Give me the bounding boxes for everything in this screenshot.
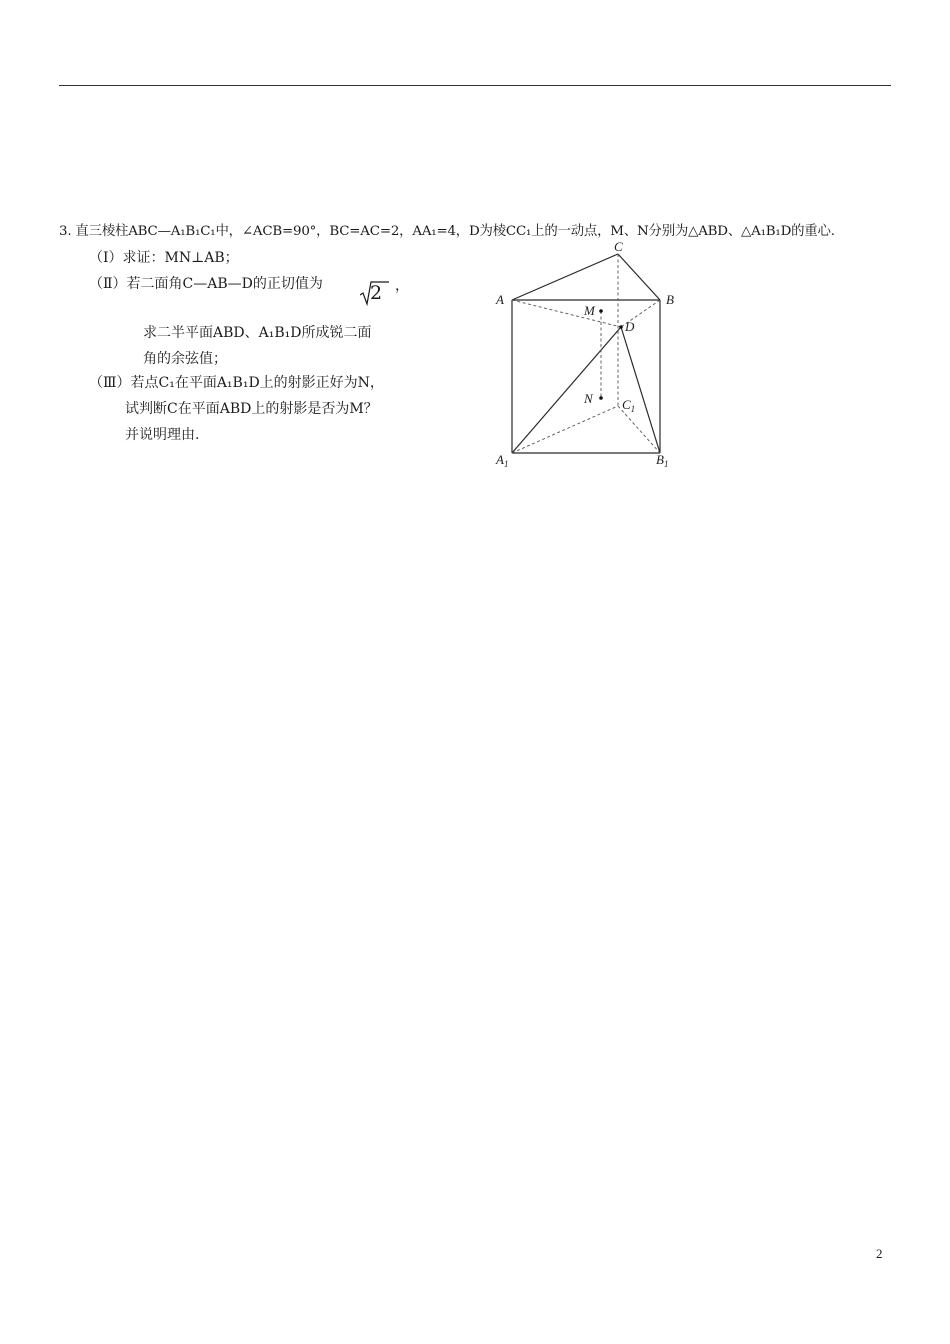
edge-c-b xyxy=(618,254,660,300)
problem-part-2-line-3: 角的余弦值； xyxy=(143,351,227,367)
label-a1-sub: 1 xyxy=(503,459,509,469)
edge-a1-c1 xyxy=(512,406,618,453)
label-b1 xyxy=(656,452,668,469)
page-number: 2 xyxy=(876,1246,883,1261)
sqrt-expression xyxy=(360,280,390,306)
problem-part-3-line-1: （Ⅲ）若点C₁在平面A₁B₁D上的射影正好为N， xyxy=(89,375,384,391)
problem-part-2-line-1: （Ⅱ）若二面角C—AB—D的正切值为 xyxy=(89,276,323,292)
label-b1-letter: B xyxy=(656,452,664,467)
label-d: D xyxy=(625,319,635,334)
label-a1 xyxy=(495,452,508,469)
edge-a1-d xyxy=(512,327,621,453)
problem-stem: 3. 直三棱柱ABC—A₁B₁C₁中，∠ACB=90°，BC=AC=2，AA₁=4，D为棱CC₁上的一动点，M、N分别为△ABD、△A₁B₁D的重心. xyxy=(59,224,835,239)
problem-part-3-line-2: 试判断C在平面ABD上的射影是否为M？ xyxy=(125,401,378,417)
label-c: C xyxy=(614,239,623,254)
edge-a-d xyxy=(512,300,621,327)
label-a1-letter: A xyxy=(496,452,504,467)
label-n: N xyxy=(584,391,593,406)
problem-part-2-comma: ， xyxy=(395,278,409,294)
label-c1-letter: C xyxy=(622,397,631,412)
label-b1-sub: 1 xyxy=(663,459,669,469)
label-b: B xyxy=(666,292,674,307)
point-d xyxy=(619,325,623,329)
edge-b1-d xyxy=(621,327,660,453)
edge-a-c xyxy=(512,254,618,300)
label-m: M xyxy=(584,303,595,318)
problem-part-2-line-2: 求二半平面ABD、A₁B₁D所成锐二面 xyxy=(143,325,372,341)
edge-c1-b1 xyxy=(618,406,660,453)
prism-diagram xyxy=(490,238,690,478)
prism-figure xyxy=(490,238,690,478)
label-c1 xyxy=(622,397,635,414)
header-rule xyxy=(59,85,891,86)
point-n xyxy=(599,396,603,400)
sqrt-radicand: 2 xyxy=(370,282,383,304)
label-a: A xyxy=(496,292,504,307)
point-m xyxy=(599,309,603,313)
label-c1-sub: 1 xyxy=(630,404,636,414)
problem-part-1: （Ⅰ）求证：MN⊥AB； xyxy=(89,250,239,266)
problem-part-3-line-3: 并说明理由. xyxy=(125,427,200,443)
